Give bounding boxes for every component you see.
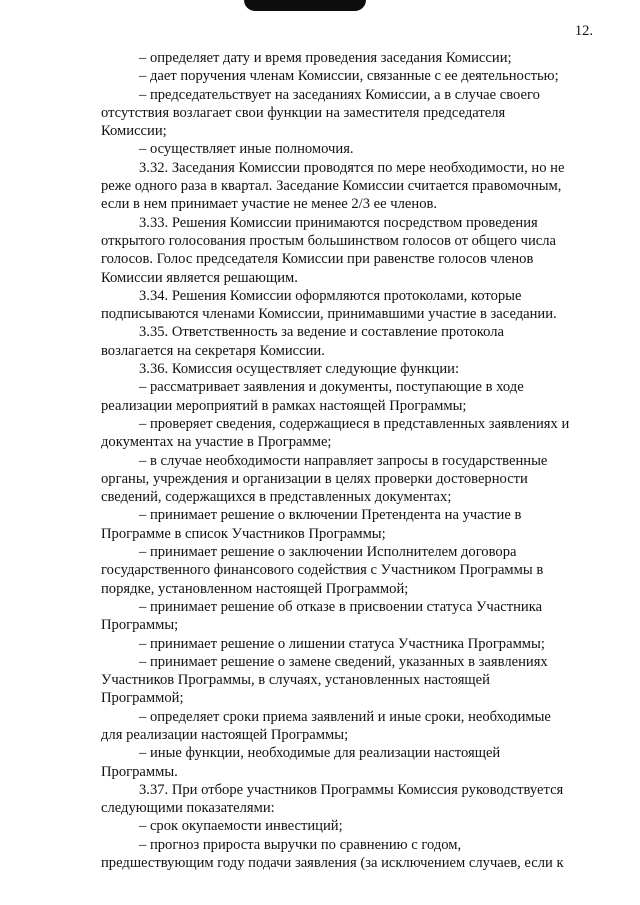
paragraph: – дает поручения членам Комиссии, связанные с ее деятельностью; [139,68,559,85]
scan-artifact [244,0,366,11]
document-body [101,49,593,872]
paragraph: – принимает решение об отказе в присвоении статуса Участника Программы; [101,598,543,634]
paragraph: – председательствует на заседаниях Комиссии, а в случае своего отсутствия возлагает свои функции на заместителя председателя Комиссии; [101,86,540,140]
paragraph: – в случае необходимости направляет запросы в государственные органы, учреждения и организации в целях проверки достоверности сведений, содержащихся в представленных документах; [101,452,548,506]
paragraph: 3.37. При отборе участников Программы Комиссия руководствуется следующими показателями: [101,781,564,817]
paragraph: – рассматривает заявления и документы, поступающие в ходе реализации мероприятий в рамках настоящей Программы; [101,379,524,414]
paragraph: 3.36. Комиссия осуществляет следующие функции: [139,361,460,378]
paragraph: – определяет дату и время проведения заседания Комиссии; [139,50,512,66]
paragraph: – принимает решение о замене сведений, указанных в заявлениях Участников Программы, в случаях, установленных настоящей Программой; [101,653,548,707]
paragraph: – проверяет сведения, содержащиеся в представленных заявлениях и документах на участие в Программе; [101,415,570,451]
paragraph: – принимает решение о лишении статуса Участника Программы; [139,635,545,652]
paragraph: – принимает решение о включении Претендента на участие в Программе в список Участников Программы; [101,507,522,542]
paragraph: 3.35. Ответственность за ведение и составление протокола возлагается на секретаря Комиссии. [101,324,505,359]
paragraph: – срок окупаемости инвестиций; [139,818,343,835]
paragraph: – принимает решение о заключении Исполнителем договора государственного финансового содействия с Участником Программы в порядке, установленном настоящей Программой; [101,544,544,597]
paragraph: – осуществляет иные полномочия. [139,141,354,158]
page-number: 12. [574,23,593,39]
paragraph: 3.33. Решения Комиссии принимаются посредством проведения открытого голосования простым большинством голосов от общего числа голосов. Голос председателя Комиссии при равенстве голосов членов Комиссии является решающим. [101,214,557,286]
paragraph: 3.32. Заседания Комиссии проводятся по мере необходимости, но не реже одного раза в квартал. Заседание Комиссии считается правомочным, если в нем принимает участие не менее 2/3 ее членов. [101,159,565,213]
paragraph: – прогноз прироста выручки по сравнению с годом, предшествующим году подачи заявления (за исключением случаев, если к [101,836,564,872]
paragraph: – иные функции, необходимые для реализации настоящей Программы. [101,745,501,780]
paragraph: – определяет сроки приема заявлений и иные сроки, необходимые для реализации настоящей Программы; [101,708,551,743]
paragraph: 3.34. Решения Комиссии оформляются протоколами, которые подписываются членами Комиссии, принимавшими участие в заседании. [101,287,557,323]
